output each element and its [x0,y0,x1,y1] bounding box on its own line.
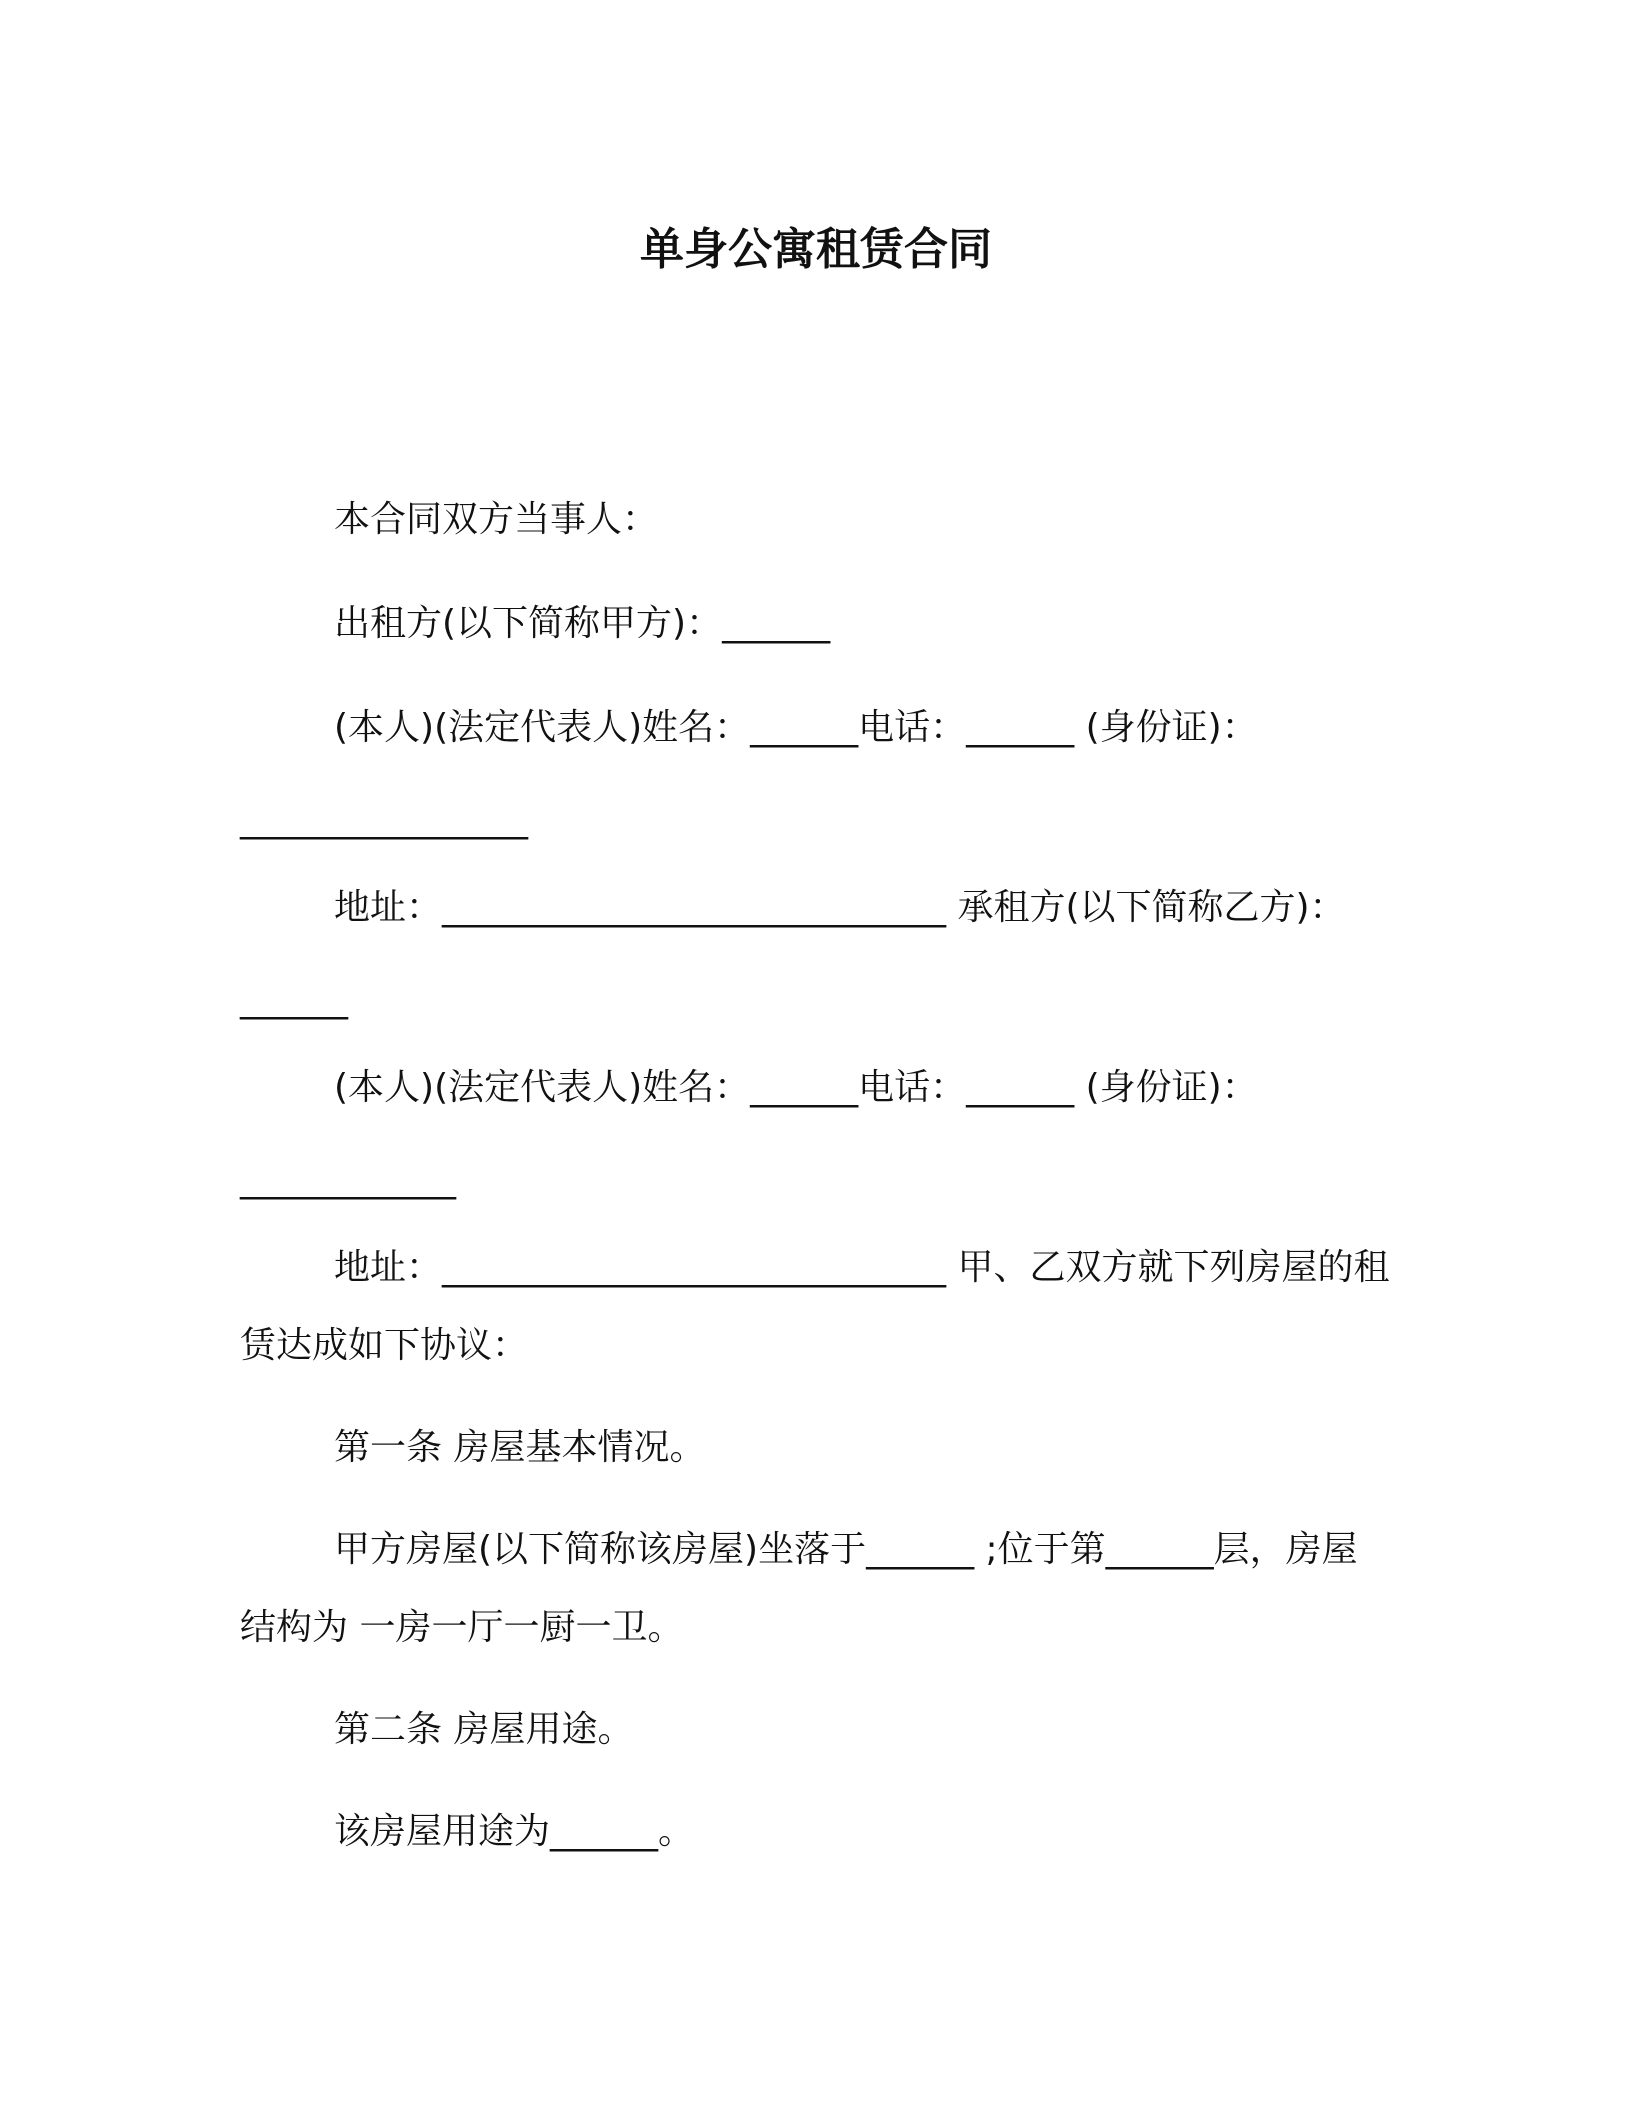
parties-heading: 本合同双方当事人： [334,499,659,540]
article-one-heading: 第一条 房屋基本情况。 [334,1427,706,1468]
lessor-id-blank: ________________ [240,799,528,840]
agreement-continuation: 赁达成如下协议： [240,1325,529,1366]
lessor-name-phone-id-line: (本人)(法定代表人)姓名：______电话：______ (身份证)： [334,707,1258,748]
lessee-name-phone-id-line: (本人)(法定代表人)姓名：______电话：______ (身份证)： [334,1067,1258,1108]
lessee-id-blank: ____________ [240,1159,456,1200]
lessee-address-agreement-line: 地址：____________________________ 甲、乙双方就下列房屋的租 [334,1247,1390,1288]
house-structure-line: 结构为 一房一厅一厨一卫。 [240,1607,684,1648]
lessee-name-blank: ______ [240,979,348,1020]
lessor-address-lessee-line: 地址：____________________________ 承租方(以下简称乙方)： [334,887,1346,928]
document-title: 单身公寓租赁合同 [640,224,992,275]
article-two-heading: 第二条 房屋用途。 [334,1709,634,1750]
lessor-line: 出租方(以下简称甲方)：______ [334,603,831,644]
house-location-line: 甲方房屋(以下简称该房屋)坐落于______ ;位于第______层，房屋 [334,1529,1358,1570]
house-usage-line: 该房屋用途为______。 [334,1811,695,1852]
